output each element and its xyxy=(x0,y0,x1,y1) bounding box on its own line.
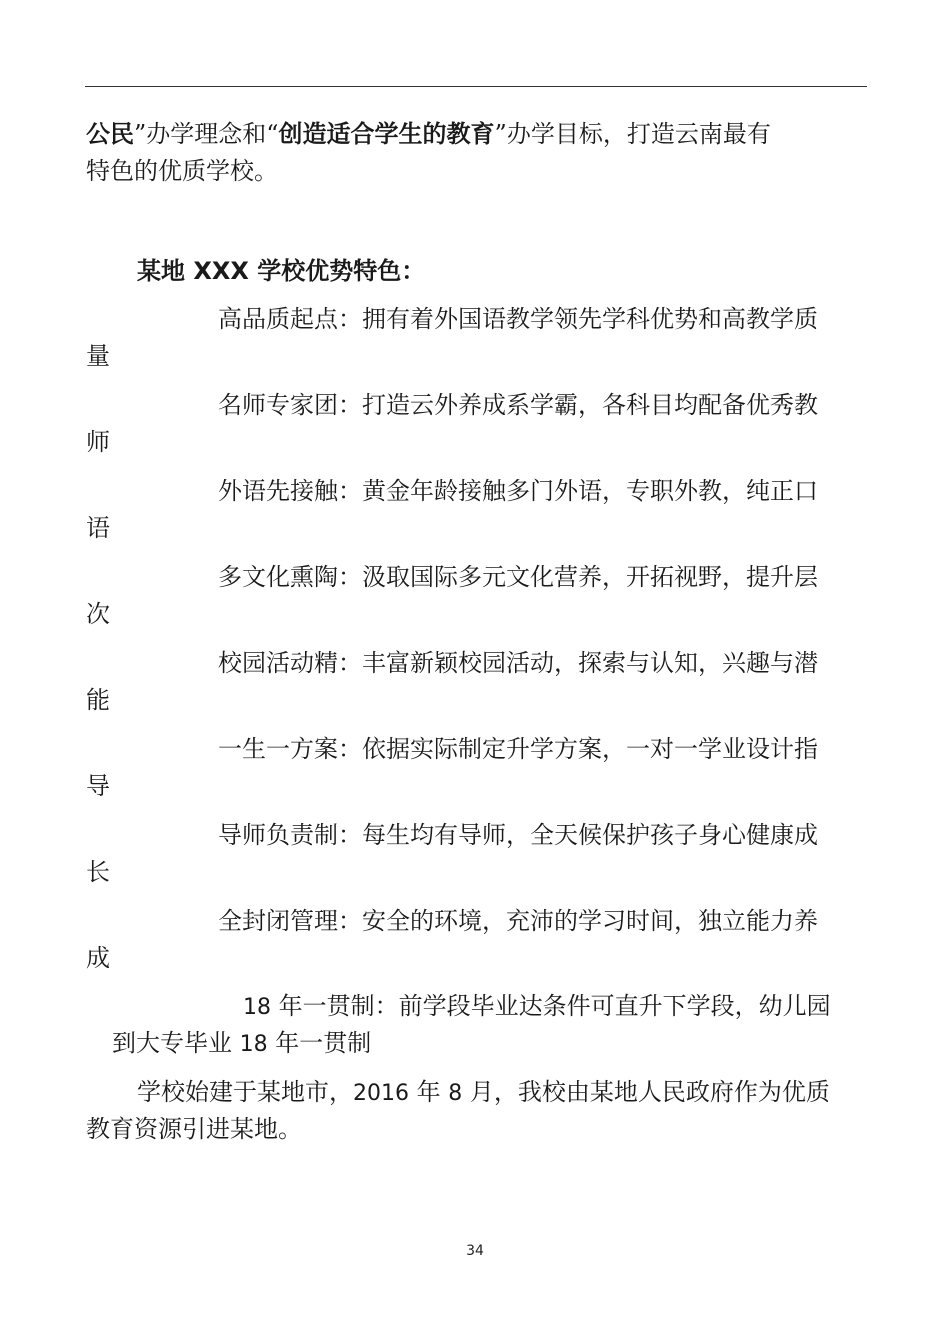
feature-3-line-1: 外语先接触：黄金年龄接触多门外语，专职外教，纯正口 xyxy=(218,477,818,505)
section-heading: 某地 XXX 学校优势特色： xyxy=(137,257,426,285)
intro-line-2: 特色的优质学校。 xyxy=(86,157,278,185)
feature-3-line-2: 语 xyxy=(86,514,110,542)
feature-6-line-2: 导 xyxy=(86,772,110,800)
closing-text-c: 月，我校由某地人民政府作为优质 xyxy=(462,1078,830,1106)
feature-4-line-2: 次 xyxy=(86,600,110,628)
closing-line-1 xyxy=(137,1074,830,1112)
feature-8-line-1: 全封闭管理：安全的环境，充沛的学习时间，独立能力养 xyxy=(218,907,818,935)
intro-text-a: ”办学理念和“ xyxy=(134,120,279,148)
feature-9-number-a: 18 xyxy=(243,995,271,1020)
feature-4-line-1: 多文化熏陶：汲取国际多元文化营养，开拓视野，提升层 xyxy=(218,563,818,591)
closing-text-a: 学校始建于某地市， xyxy=(137,1078,353,1106)
feature-6-line-1: 一生一方案：依据实际制定升学方案，一对一学业设计指 xyxy=(218,735,818,763)
closing-line-2: 教育资源引进某地。 xyxy=(86,1115,302,1143)
closing-month: 8 xyxy=(448,1081,463,1106)
feature-2-line-1: 名师专家团：打造云外养成系学霸，各科目均配备优秀教 xyxy=(218,391,818,419)
feature-9-number-b: 18 xyxy=(239,1032,268,1057)
feature-9-line-2 xyxy=(112,1025,371,1063)
feature-5-line-2: 能 xyxy=(86,686,110,714)
page-number: 34 xyxy=(466,1243,484,1259)
closing-text-b: 年 xyxy=(409,1078,449,1106)
feature-9-text-b: 到大专毕业 xyxy=(112,1029,240,1057)
feature-2-line-2: 师 xyxy=(86,428,110,456)
intro-bold-citizen: 公民 xyxy=(86,120,134,148)
intro-text-b: ”办学目标，打造云南最有 xyxy=(494,120,771,148)
intro-bold-goal: 创造适合学生的教育 xyxy=(278,120,495,148)
feature-9-text-a: 年一贯制：前学段毕业达条件可直升下学段，幼儿园 xyxy=(271,992,831,1020)
closing-year: 2016 xyxy=(353,1081,409,1106)
feature-8-line-2: 成 xyxy=(86,944,110,972)
feature-7-line-1: 导师负责制：每生均有导师，全天候保护孩子身心健康成 xyxy=(218,821,818,849)
feature-1-line-1: 高品质起点：拥有着外国语教学领先学科优势和高教学质 xyxy=(218,305,818,333)
intro-line-1 xyxy=(86,116,771,152)
header-rule xyxy=(85,86,867,87)
feature-9-line-1 xyxy=(243,988,831,1026)
feature-5-line-1: 校园活动精：丰富新颖校园活动，探索与认知，兴趣与潜 xyxy=(218,649,818,677)
feature-9-text-c: 年一贯制 xyxy=(267,1029,372,1057)
feature-7-line-2: 长 xyxy=(86,858,110,886)
feature-1-line-2: 量 xyxy=(86,342,110,370)
